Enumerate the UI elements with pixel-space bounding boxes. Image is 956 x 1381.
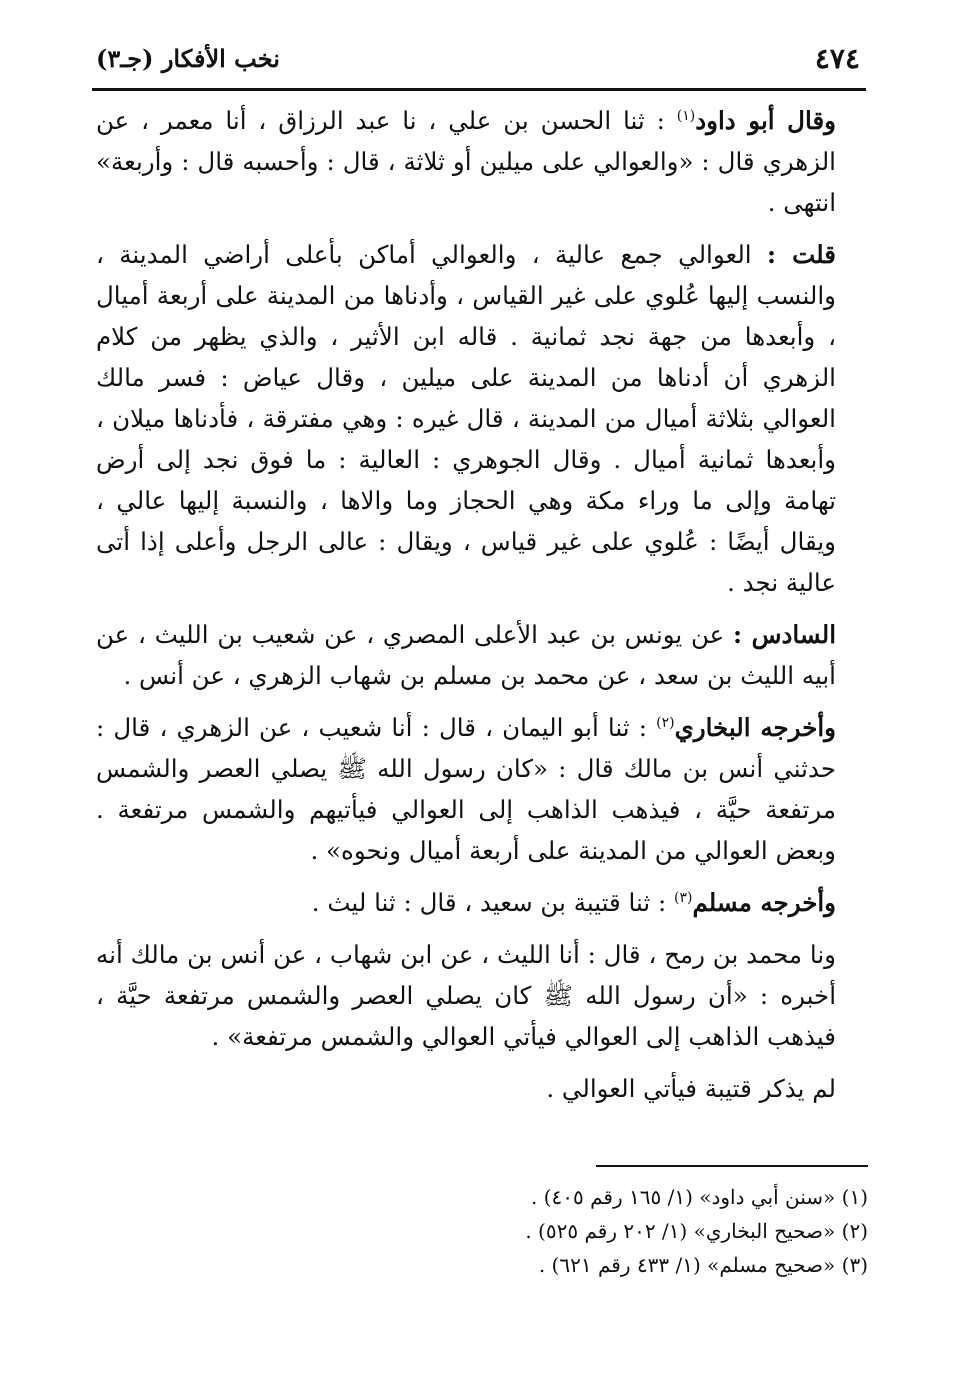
paragraph-muslim: [96, 882, 866, 923]
paragraph-lead: السادس :: [733, 620, 837, 649]
paragraph-text: لم يذكر قتيبة فيأتي العوالي .: [546, 1074, 836, 1103]
footnote-1: (١) «سنن أبي داود» (١/ ١٦٥ رقم ٤٠٥) .: [530, 1185, 868, 1209]
footnote-ref: (١): [676, 107, 696, 124]
footnote-2: (٢) «صحيح البخاري» (١/ ٢٠٢ رقم ٥٢٥) .: [525, 1219, 868, 1243]
paragraph-text: العوالي جمع عالية ، والعوالي أماكن بأعلى أراضي المدينة ، والنسب إليها عُلوي على غير القياس ، وأدناها من المدينة على أربعة أميال ، وأبعدها من جهة نجد ثمانية . قاله ابن الأثير ، والذي يظهر من كلام الزهري أن أدناها من المدينة على ميلين ، وقال عياض : فسر مالك العوالي بثلاثة أميال من المدينة ، قال غيره : وهي مفترقة ، فأدناها ميلان ، وأبعدها ثمانية أميال . وقال الجوهري : العالية : ما فوق نجد إلى أرض تهامة وإلى ما وراء مكة وهي الحجاز وما والاها ، والنسبة إليها عالي ، ويقال أيضًا : عُلوي على غير قياس ، ويقال : عالى الرجل وأعلى إذا أتى عالية نجد .: [96, 240, 836, 597]
paragraph-closing: [96, 1068, 866, 1109]
paragraph-text: : ثنا قتيبة بن سعيد ، قال : ثنا ليث .: [311, 888, 675, 917]
paragraph-text: عن يونس بن عبد الأعلى المصري ، عن شعيب بن الليث ، عن أبيه الليث بن سعد ، عن محمد بن مسلم بن شهاب الزهري ، عن أنس .: [96, 620, 836, 690]
paragraph-sixth: [96, 614, 866, 696]
paragraph-lead: وأخرجه البخاري: [674, 713, 836, 742]
paragraph-ibn-rumh: [96, 934, 866, 1057]
paragraph-lead: وأخرجه مسلم: [692, 888, 836, 917]
paragraph-lead: وقال أبو داود: [695, 106, 836, 135]
paragraph-lead: قلت :: [766, 240, 836, 269]
paragraph-bukhari: [96, 707, 866, 871]
main-text: [96, 100, 866, 1115]
footnote-ref: (٣): [674, 889, 693, 906]
paragraph-text: : ثنا أبو اليمان ، قال : أنا شعيب ، عن الزهري ، قال : حدثني أنس بن مالك قال : «كان رسول الله ﷺ يصلي العصر والشمس مرتفعة حيَّة ، فيذهب الذاهب إلى العوالي فيأتيهم والشمس مرتفعة . وبعض العوالي من المدينة على أربعة أميال ونحوه» .: [96, 713, 836, 865]
footnote-divider: [596, 1165, 868, 1167]
paragraph-text: : ثنا الحسن بن علي ، نا عبد الرزاق ، أنا معمر ، عن الزهري قال : «والعوالي على ميلين أو ثلاثة ، قال : وأحسبه قال : وأربعة» انتهى .: [96, 106, 836, 217]
book-title: نخب الأفكار (جـ٣): [96, 44, 280, 73]
running-header: [92, 38, 864, 78]
paragraph-text: ونا محمد بن رمح ، قال : أنا الليث ، عن ابن شهاب ، عن أنس بن مالك أنه أخبره : «أن رسول الله ﷺ كان يصلي العصر والشمس مرتفعة حيَّة ، فيذهب الذاهب إلى العوالي فيأتي العوالي والشمس مرتفعة» .: [96, 940, 836, 1051]
paragraph-qultu: [96, 234, 866, 603]
footnote-3: (٣) «صحيح مسلم» (١/ ٤٣٣ رقم ٦٢١) .: [538, 1253, 868, 1277]
footnote-ref: (٢): [656, 714, 675, 731]
paragraph-abu-dawud: [96, 100, 866, 223]
header-divider: [92, 88, 866, 91]
footnotes: [98, 1180, 868, 1282]
page-number: ٤٧٤: [814, 42, 860, 75]
